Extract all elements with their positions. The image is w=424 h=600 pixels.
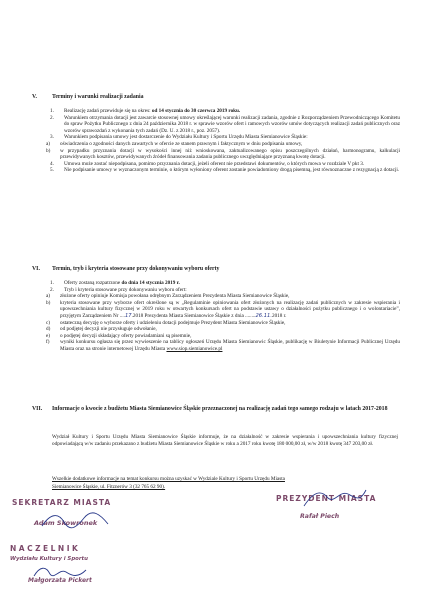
signature-left-icon xyxy=(40,510,110,530)
contact-info-line-2: Siemianowice Śląskie, ul. Fitznerów 3 (32 765 62 90). xyxy=(52,484,166,490)
section-6-number: VI. xyxy=(32,266,40,272)
section-5-item-5: 5. Nie podpisanie umowy w wyznaczonym terminie, o którym wyłoniony oferent zostanie powiadomiony drogą pisemną, jest równoznaczne z rezygnacją z dotacji. xyxy=(50,167,400,174)
section-6-sub-b: b) kryteria stosowane przy wyborze ofert określone są w „Regulaminie opiniowania ofert złożonych na realizację zadań publicznych w zakresie wspierania i upowszechniania kultury fizycznej w 2019 roku w otwartych konkursach ofert na podstawie ustawy o działalności pożytku publicznego i o wolontariacie”, przyjętym Zarządzeniem Nr ....17.2018 Prezydenta Miasta Siemianowice Śląskie z dnia ........26.11.2018 r. xyxy=(46,299,400,319)
stamp-right-name: Rafał Piech xyxy=(300,513,340,520)
section-6-sub-e: e) o podjętej decyzji składający oferty powiadamiani są pisemnie, xyxy=(46,332,192,339)
signature-right-icon xyxy=(300,484,370,510)
section-5-item-4: 4. Umowa może zostać niepodpisana, pomimo przyznania dotacji, jeżeli oferent nie przedstawi dokumentów, o których mowa w rozdziale V pkt 3. xyxy=(50,160,365,167)
stamp-right-title: PREZYDENT MIASTA xyxy=(276,494,377,503)
stamp-bottom-department: Wydziału Kultury i Sportu xyxy=(10,556,88,562)
section-7-title: Informacje o kwocie z budżetu Miasta Siemianowice Śląskie przeznaczonej na realizację zadań tego samego rodzaju w latach 2017-2018 xyxy=(52,406,388,412)
section-6-item-1: 1. Oferty zostaną rozpatrzone do dnia 14 stycznia 2019 r. xyxy=(50,280,180,286)
handwritten-order-number: 17 xyxy=(124,312,132,319)
section-5-body xyxy=(46,108,400,174)
section-5-item-2: 2. Warunkiem otrzymania dotacji jest zawarcie stosownej umowy określającej warunki realizacji zadania, zgodnie z Rozporządzeniem Przewodniczącego Komitetu do spraw Pożytku Publicznego z dnia 24 października 2018 r. w sprawie wzorów ofert i ramowych wzorów umów dotyczących realizacji zadań publicznych oraz wzorów sprawozdań z wykonania tych zadań (Dz. U. z 2018 r., poz. 2057). xyxy=(50,114,400,134)
section-6-body xyxy=(46,280,400,353)
contact-info-line-1: Wszelkie dodatkowe informacje na temat konkursu można uzyskać w Wydziale Kultury i Sportu Urzędu Miasta xyxy=(52,476,285,482)
stamp-left-name: Adam Skowronek xyxy=(34,519,98,527)
stamp-bottom-name: Małgorzata Pickert xyxy=(28,577,92,584)
handwritten-date: 26.11. xyxy=(255,312,272,319)
section-7-text: Wydział Kultury i Sportu Urzędu Miasta Siemianowice Śląskie informuje, że na działalność w zakresie wspierania i upowszechniania kultury fizycznej odpowiadającą w/w zadaniu przekazano z budżetu Miasta Siemianowice Śląskie w roku a 2017 roku kwotę 180 000,00 zł, w/w 2018 kwotę 347 203,00 zł. xyxy=(52,434,398,447)
section-7-number: VII. xyxy=(32,406,43,412)
stamp-left-title: SEKRETARZ MIASTA xyxy=(12,498,112,507)
section-5-item-3: 3. Warunkiem podpisania umowy jest dostarczenie do Wydziału Kultury i Sportu Urzędu Miasta Siemianowice Śląskie: xyxy=(50,134,308,141)
stamp-bottom-title: NACZELNIK xyxy=(10,544,81,553)
section-5-item-1: 1. Realizację zadań przewiduje się na okres: od 14 stycznia do 30 czerwca 2019 roku. xyxy=(50,108,241,114)
section-5-number: V. xyxy=(32,94,37,100)
section-6-sub-c: c) ostateczną decyzję o wyborze oferty i udzieleniu dotacji podejmuje Prezydent Miasta Siemianowice Śląskie, xyxy=(46,319,286,326)
section-5-title: Terminy i warunki realizacji zadania xyxy=(52,94,144,100)
section-6-sub-f: f) wyniki konkursu ogłasza się przez wywieszenie na tablicy ogłoszeń Urzędu Miasta Siemianowic Śląskie, publikację w Biuletynie Informacji Publicznej Urzędu Miasta oraz na stronie internetowej Urzędu Miasta www.siop.siemianowice.pl xyxy=(46,339,400,352)
website-link[interactable]: www.siop.siemianowice.pl xyxy=(166,345,223,352)
section-5-sub-b: b) w przypadku przyznania dotacji w wysokości innej niż wnioskowana, zaktualizowanego opisu poszczególnych działań, harmonogramu, kalkulacji przewidywanych kosztów, przewidywanych źródeł finansowania zadania publicznego uwzględniające przyznaną kwotę dotacji. xyxy=(46,147,400,161)
section-5-sub-a: a) oświadczenia o zgodności danych zawartych w ofercie ze stanem prawnym i faktycznym w dniu podpisania umowy, xyxy=(46,140,303,147)
section-6-sub-a: a) złożone oferty opiniuje Komisja powołana odrębnym Zarządzeniem Prezydenta Miasta Siemianowice Śląskie, xyxy=(46,293,290,300)
section-6-item-2: 2. Tryb i kryteria stosowane przy dokonywaniu wyboru ofert: xyxy=(50,286,187,293)
section-6-sub-d: d) od podjętej decyzji nie przysługuje odwołanie, xyxy=(46,326,157,333)
section-6-title: Termin, tryb i kryteria stosowane przy dokonywaniu wyboru oferty xyxy=(52,266,220,272)
signature-bottom-icon xyxy=(30,562,90,582)
